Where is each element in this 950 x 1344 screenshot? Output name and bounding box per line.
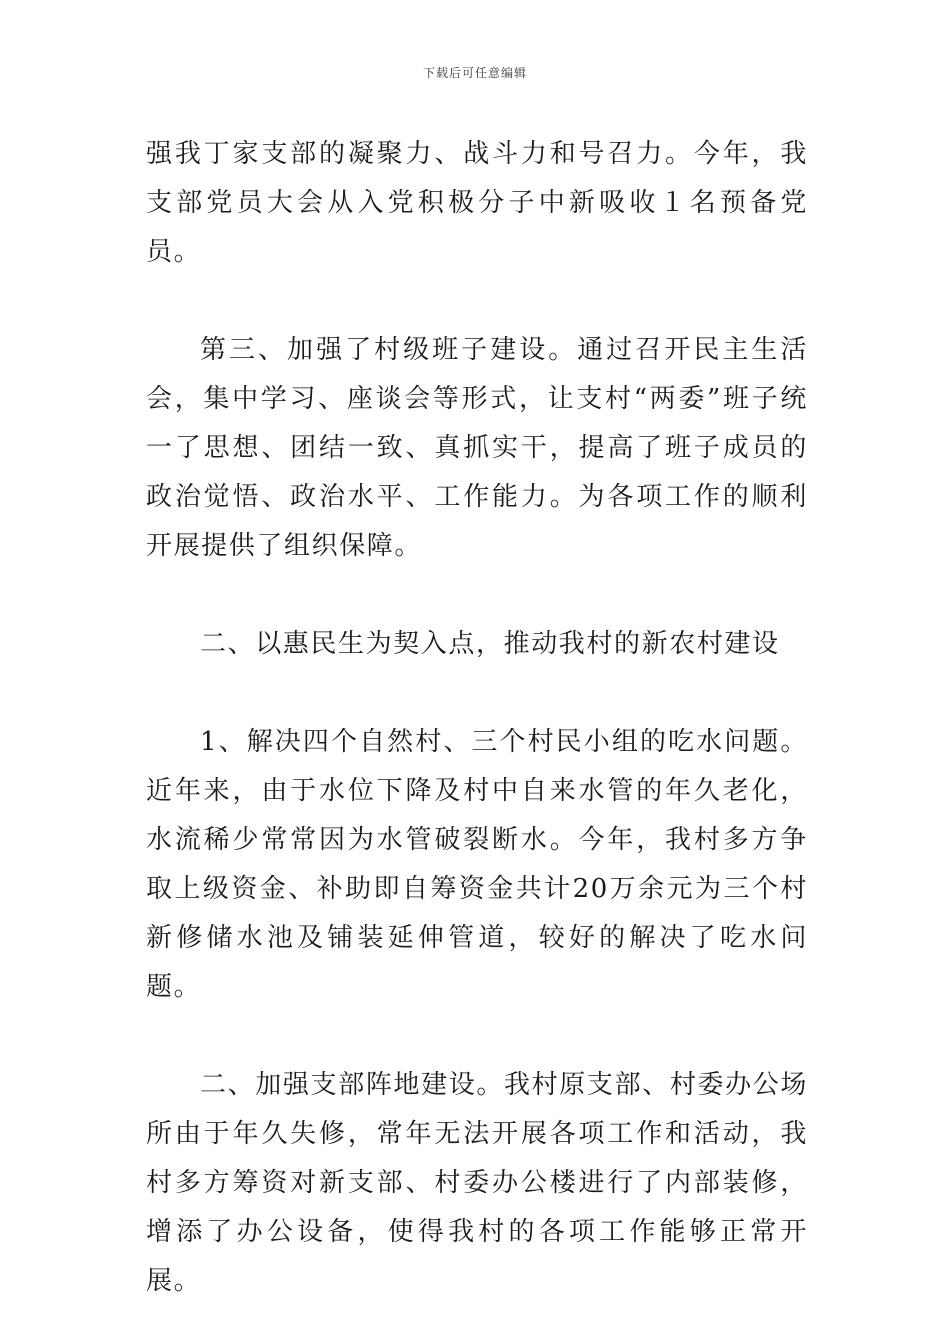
paragraph-water-supply: 1、解决四个自然村、三个村民小组的吃水问题。近年来，由于水位下降及村中自来水管的年久老化，水流稀少常常因为水管破裂断水。今年，我村多方争取上级资金、补助即自筹资金共计20万余元为三个村新修储水池及铺装延伸管道，较好的解决了吃水问题。 <box>146 727 808 1002</box>
header-note: 下载后可任意编辑 <box>422 66 527 80</box>
paragraph-team-building: 第三、加强了村级班子建设。通过召开民主生活会，集中学习、座谈会等形式，让支村“两委”班子统一了思想、团结一致、真抓实干，提高了班子成员的政治觉悟、政治水平、工作能力。为各项工作的顺利开展提供了组织保障。 <box>146 335 809 561</box>
paragraph-spacer <box>146 669 808 718</box>
paragraph-spacer <box>146 571 808 620</box>
paragraph-continuation: 强我丁家支部的凝聚力、战斗力和号召力。今年，我支部党员大会从入党积极分子中新吸收１名预备党员。 <box>146 139 808 267</box>
section-heading-livelihood: 二、以惠民生为契入点，推动我村的新农村建设 <box>200 629 780 659</box>
paragraph-spacer <box>146 277 808 326</box>
paragraph-spacer <box>146 1012 808 1061</box>
paragraph-office-building: 二、加强支部阵地建设。我村原支部、村委办公场所由于年久失修，常年无法开展各项工作和活动，我村多方筹资对新支部、村委办公楼进行了内部装修，增添了办公设备，使得我村的各项工作能够正常开展。 <box>146 1070 808 1296</box>
document-body <box>146 130 808 1306</box>
